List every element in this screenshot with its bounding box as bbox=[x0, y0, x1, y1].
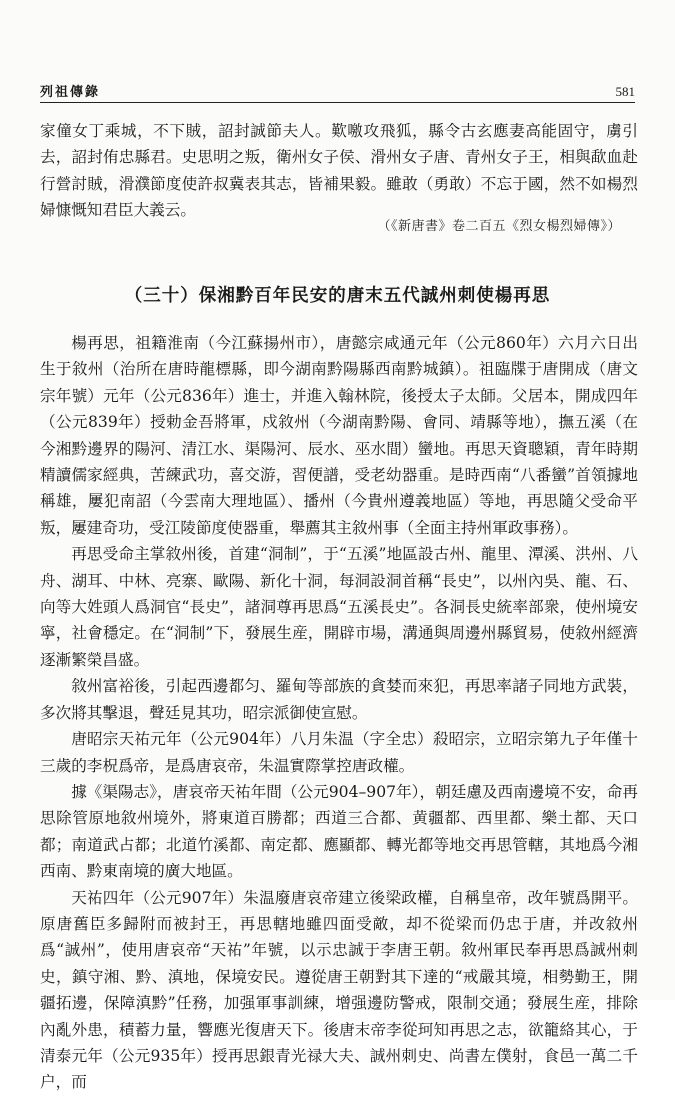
section-body bbox=[40, 330, 638, 1096]
running-header bbox=[40, 78, 635, 103]
source-citation: （《新唐書》卷二百五《烈女楊烈婦傳》） bbox=[377, 219, 621, 234]
paragraph-5: 據《渠陽志》，唐哀帝天祐年間（公元904–907年），朝廷慮及西南邊境不安，命再思除管原地敘州境外，將東道百勝都；西道三合都、黄疆都、西里都、樂土都、天口都；南道武占都；北道竹溪都、南定都、應顯都、轉光都等地交再思管轄，其地爲今湘西南、黔東南境的廣大地區。 bbox=[40, 782, 638, 881]
paragraph-6: 天祐四年（公元907年）朱温廢唐哀帝建立後梁政權，自稱皇帝，改年號爲開平。原唐舊臣多歸附而被封王，再思轄地雖四面受敵，却不從梁而仍忠于唐，并改敘州爲“誠州”，使用唐哀帝“天祐”年號，以示忠誠于李唐王朝。敘州軍民奉再思爲誠州刺史，鎮守湘、黔、滇地，保境安民。遵從唐王朝對其下達的“戒嚴其境，相勢勤王，開疆拓邊，保障滇黔”任務，加强軍事訓練，增强邊防警戒，限制交通；發展生産，排除內亂外患，積蓄力量，響應光復唐天下。後唐末帝李從珂知再思之志，欲籠絡其心，于清泰元年（公元935年）授再思銀青光禄大夫、誠州刺史、尚書左僕射，食邑一萬二千户，而 bbox=[40, 888, 638, 1092]
continued-paragraph-block bbox=[40, 118, 638, 224]
book-title: 列祖傳錄 bbox=[40, 85, 101, 100]
paragraph-4: 唐昭宗天祐元年（公元904年）八月朱温（字全忠）殺昭宗，立昭宗第九子年僅十三歲的李柷爲帝，是爲唐哀帝，朱温實際掌控唐政權。 bbox=[40, 730, 638, 775]
section-title: （三十）保湘黔百年民安的唐末五代誠州刺使楊再思 bbox=[124, 286, 551, 306]
continued-paragraph: 家僮女丁乘城，不下賊，詔封誠節夫人。歎噭攻飛狐，縣令古玄應妻高能固守，虜引去，詔封侑忠縣君。史思明之叛，衛州女子侯、滑州女子唐、青州女子王，相與歃血赴行營討賊，滑濮節度使許叔冀表其志，皆補果毅。雖敢（勇敢）不忘于國，然不如楊烈婦慷慨知君臣大義云。 bbox=[40, 122, 638, 220]
paragraph-3: 敘州富裕後，引起西邊都匀、羅甸等部族的貪婪而來犯，再思率諸子同地方武裝，多次將其擊退，聲廷見其功，昭宗派御使宣慰。 bbox=[40, 677, 638, 722]
paragraph-2: 再思受命主掌敘州後，首建“洞制”，于“五溪”地區設古州、龍里、潭溪、洪州、八舟、湖耳、中林、亮寨、歐陽、新化十洞，每洞設洞首稱“長史”，以州內吳、龍、石、向等大姓頭人爲洞官“長史”，諸洞尊再思爲“五溪長史”。各洞長史統率部衆，使州境安寧，社會穩定。在“洞制”下，發展生産，開辟市場，溝通與周邊州縣貿易，使敘州經濟逐漸繁榮昌盛。 bbox=[40, 545, 638, 669]
paragraph-1: 楊再思，祖籍淮南（今江蘇揚州市），唐懿宗咸通元年（公元860年）六月六日出生于敘州（治所在唐時龍標縣，即今湖南黔陽縣西南黔城鎮）。祖臨牒于唐開成（唐文宗年號）元年（公元836年）進士，并進入翰林院，後授太子太師。父居本，開成四年（公元839年）授勅金吾將軍，戍敘州（今湖南黔陽、會同、靖縣等地），撫五溪（在今湘黔邊界的陽河、清江水、渠陽河、辰水、巫水間）蠻地。再思天資聰穎，青年時期精讀儒家經典，苦練武功，喜交游，習便譜，受老幼器重。是時西南“八番蠻”首領據地稱雄，屢犯南詔（今雲南大理地區）、播州（今貴州遵義地區）等地，再思隨父受命平叛，屢建奇功，受江陵節度使器重，舉薦其主敘州事（全面主持州軍政事務）。 bbox=[40, 334, 638, 537]
page-number: 581 bbox=[615, 84, 635, 99]
